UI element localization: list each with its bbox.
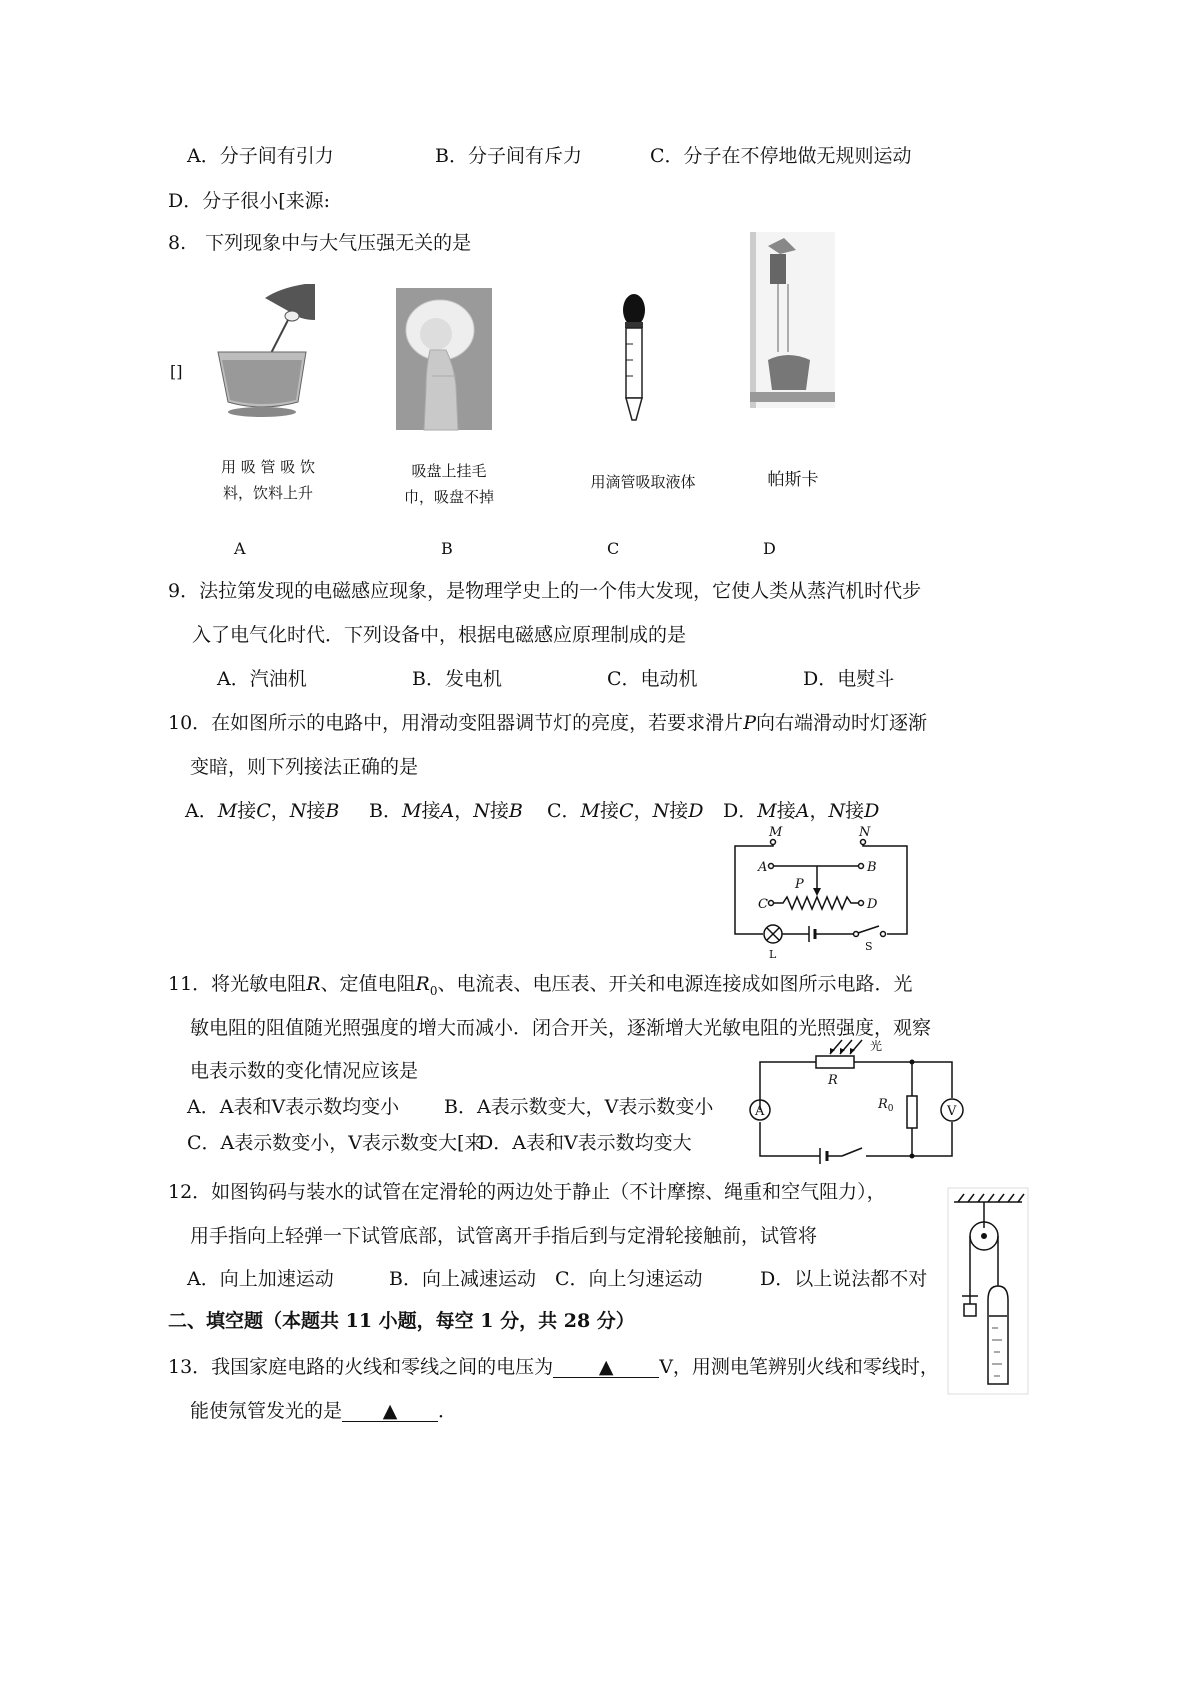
q9-option-b: B．发电机 xyxy=(412,668,502,690)
q12-option-d: D．以上说法都不对 xyxy=(760,1268,928,1290)
q13-stem-line2: 能使氖管发光的是 ▲ ． xyxy=(190,1400,458,1422)
q11-option-a: A．A表和V表示数均变小 xyxy=(187,1096,400,1118)
q7-option-c: C．分子在不停地做无规则运动 xyxy=(650,145,912,167)
q10-label-s: S xyxy=(865,940,873,953)
q8-letter-c: C xyxy=(607,539,620,558)
q8-stem: 8. 下列现象中与大气压强无关的是 xyxy=(168,232,472,254)
caption-b-line1: 吸盘上挂毛 xyxy=(411,462,487,480)
q9-option-d: D．电熨斗 xyxy=(803,668,895,690)
q12-option-a: A．向上加速运动 xyxy=(187,1268,334,1290)
q11-r-label: R xyxy=(828,1073,838,1088)
q10-option-a: A．M接C，N接B xyxy=(185,800,340,822)
q11-voltmeter-label: V xyxy=(947,1104,957,1119)
q11-option-b: B．A表示数变大，V表示数变小 xyxy=(444,1096,714,1118)
q10-option-b: B．M接A，N接B xyxy=(369,800,523,822)
q12-stem-line2: 用手指向上轻弹一下试管底部，试管离开手指后到与定滑轮接触前，试管将 xyxy=(190,1225,818,1247)
section2-title: 二、填空题（本题共 11 小题，每空 1 分，共 28 分） xyxy=(168,1310,635,1332)
q12-option-c: C．向上匀速运动 xyxy=(555,1268,703,1290)
q11-option-d: D．A表和V表示数均变大 xyxy=(478,1132,692,1154)
q11-r0-label: $R_0$ xyxy=(878,1097,894,1114)
q10-label-d: D xyxy=(867,897,878,912)
q8-letter-a: A xyxy=(234,539,246,558)
q9-option-c: C．电动机 xyxy=(607,668,698,690)
straw-cup-image xyxy=(210,280,320,420)
q13-blank-1[interactable]: ▲ xyxy=(553,1358,659,1378)
q9-option-a: A．汽油机 xyxy=(217,668,307,690)
suction-cup-towel-image xyxy=(396,288,492,430)
q10-label-a: A xyxy=(758,860,768,875)
q8-letter-d: D xyxy=(763,539,776,558)
pascal-barrel-image xyxy=(750,232,835,408)
q10-label-l: L xyxy=(769,948,777,961)
q11-stem-line2: 敏电阻的阻值随光照强度的增大而减小．闭合开关，逐渐增大光敏电阻的光照强度，观察 xyxy=(190,1017,932,1039)
q11-option-c: C．A表示数变小，V表示数变大[来 xyxy=(187,1132,484,1154)
q11-stem-line1: 11．将光敏电阻R、定值电阻$R_0$、电流表、电压表、开关和电源连接成如图所示电路．光 xyxy=(168,973,913,998)
q7-option-d: D．分子很小[来源: xyxy=(168,190,331,212)
caption-b-line2: 巾，吸盘不掉 xyxy=(403,488,494,506)
q9-stem-line2: 入了电气化时代．下列设备中，根据电磁感应原理制成的是 xyxy=(192,624,687,646)
q10-stem-line1: 10．在如图所示的电路中，用滑动变阻器调节灯的亮度，若要求滑片P向右端滑动时灯逐渐 xyxy=(168,712,927,734)
q10-label-b: B xyxy=(867,860,877,875)
caption-a-line1: 用 吸 管 吸 饮 xyxy=(220,458,316,476)
q10-option-c: C．M接C，N接D xyxy=(547,800,704,822)
q9-stem-line1: 9．法拉第发现的电磁感应现象，是物理学史上的一个伟大发现，它使人类从蒸汽机时代步 xyxy=(168,580,922,602)
q10-option-d: D．M接A，N接D xyxy=(723,800,880,822)
caption-c: 用滴管吸取液体 xyxy=(590,473,696,491)
q11-light-label: 光 xyxy=(870,1039,883,1053)
q10-label-n: N xyxy=(859,825,871,840)
q11-stem-line3: 电表示数的变化情况应该是 xyxy=(190,1060,419,1082)
caption-a-line2: 料，饮料上升 xyxy=(222,484,313,502)
q10-label-m: M xyxy=(769,825,783,840)
q10-label-c: C xyxy=(758,897,768,912)
caption-d: 帕斯卡 xyxy=(767,470,819,490)
q10-label-p: P xyxy=(795,877,804,892)
q10-circuit-diagram xyxy=(725,826,915,966)
q8-letter-b: B xyxy=(441,539,453,558)
q13-stem-line1: 13．我国家庭电路的火线和零线之间的电压为 ▲ V，用测电笔辨别火线和零线时， xyxy=(168,1356,939,1378)
dropper-image xyxy=(615,292,653,428)
q8-answer-bracket: [] xyxy=(170,362,183,381)
q12-option-b: B．向上减速运动 xyxy=(389,1268,536,1290)
q12-stem-line1: 12．如图钩码与装水的试管在定滑轮的两边处于静止（不计摩擦、绳重和空气阻力）， xyxy=(168,1181,886,1203)
q12-pulley-diagram xyxy=(948,1188,1028,1394)
q11-ammeter-label: A xyxy=(755,1104,765,1119)
q11-circuit-diagram xyxy=(742,1036,972,1176)
q7-option-a: A．分子间有引力 xyxy=(187,145,334,167)
q7-option-b: B．分子间有斥力 xyxy=(435,145,582,167)
q10-stem-line2: 变暗，则下列接法正确的是 xyxy=(190,756,419,778)
q13-blank-2[interactable]: ▲ xyxy=(342,1402,438,1422)
